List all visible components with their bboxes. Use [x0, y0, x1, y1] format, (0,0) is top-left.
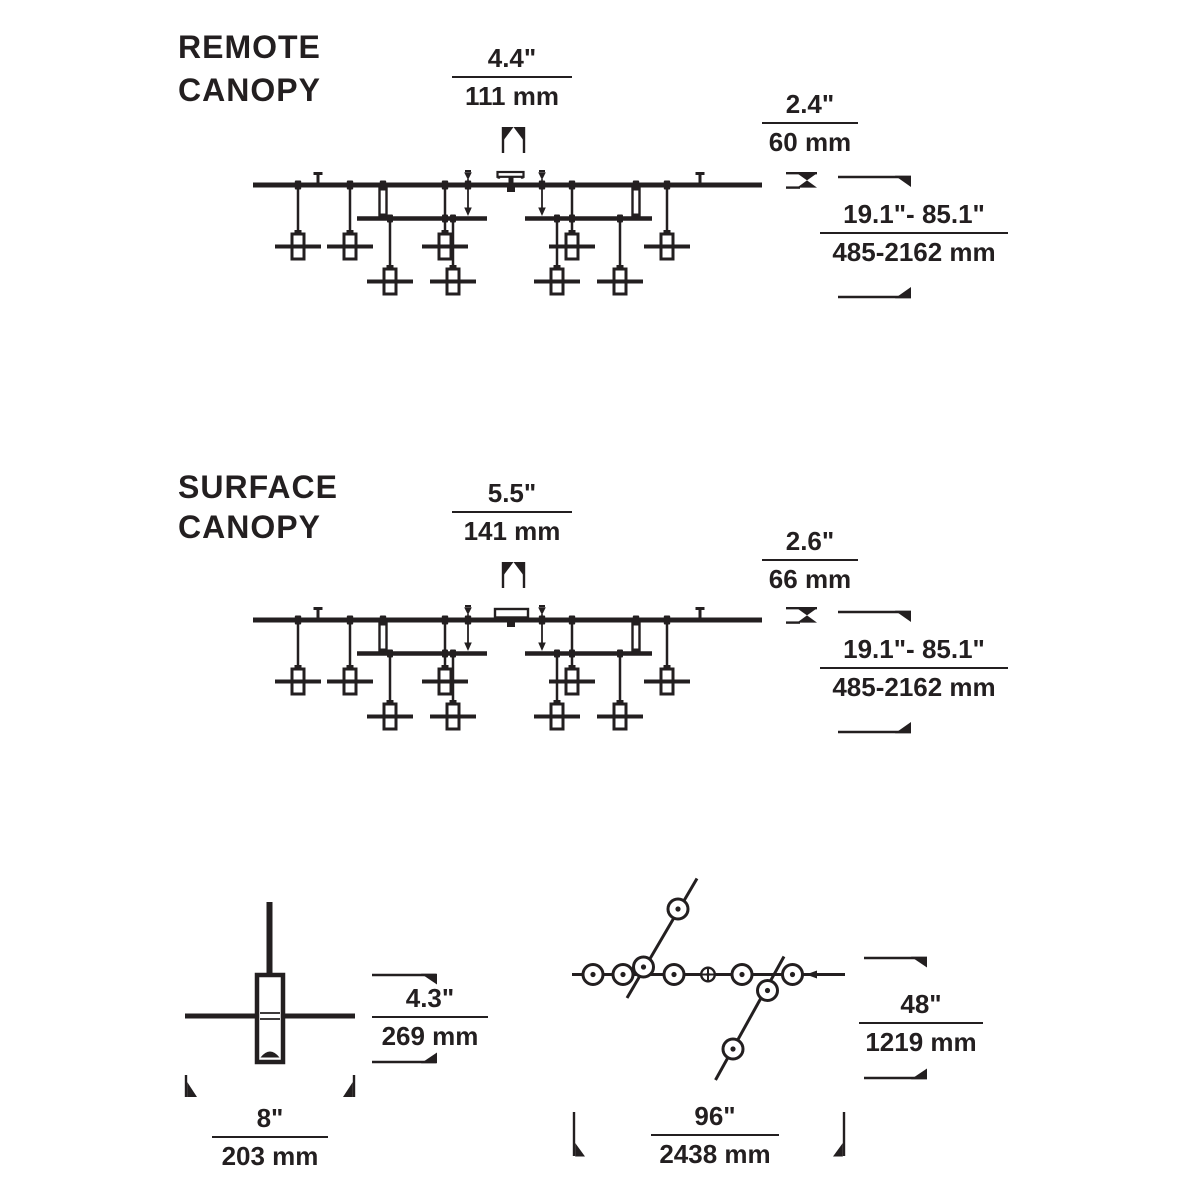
remote-canopy-width-dimension — [452, 44, 572, 110]
dimension-inches: 48" — [859, 990, 983, 1024]
surface-rail-height-dimension — [762, 527, 858, 593]
canopy-width-flag-markers — [503, 562, 524, 588]
remote-canopy-label-line1: REMOTE — [178, 29, 321, 65]
canopy-width-flag-markers — [503, 127, 524, 153]
remote-canopy-label-line2: CANOPY — [178, 72, 321, 108]
dimension-mm: 60 mm — [768, 127, 852, 157]
dimension-mm: 485-2162 mm — [832, 672, 996, 702]
dimension-inches: 96" — [651, 1102, 779, 1136]
dimension-inches: 2.6" — [762, 527, 858, 561]
surface-canopy-label-line1: SURFACE — [178, 469, 338, 505]
dimension-inches: 4.3" — [372, 984, 488, 1018]
remote-canopy-icon — [498, 172, 524, 192]
surface-canopy-width-dimension — [452, 479, 572, 545]
dimension-mm: 203 mm — [221, 1141, 319, 1171]
pendant-width-flag-markers — [186, 1075, 354, 1097]
plan-canopy-icon — [700, 967, 716, 983]
dimension-mm: 141 mm — [463, 516, 561, 546]
surface-suspension-range-dimension — [820, 635, 1008, 701]
dimension-mm: 2438 mm — [659, 1139, 771, 1169]
dimension-mm: 269 mm — [381, 1021, 479, 1051]
plan-depth-dimension — [859, 990, 983, 1056]
dimension-mm: 485-2162 mm — [832, 237, 996, 267]
rail-height-marker — [786, 173, 817, 187]
dimension-mm: 66 mm — [768, 564, 852, 594]
remote-suspension-range-dimension — [820, 200, 1008, 266]
dimension-mm: 1219 mm — [865, 1027, 977, 1057]
pendant-width-dimension — [212, 1104, 328, 1170]
pendant-height-dimension — [372, 984, 488, 1050]
dimension-inches: 19.1"- 85.1" — [820, 635, 1008, 669]
plan-width-dimension — [651, 1102, 779, 1168]
surface-canopy-label-line2: CANOPY — [178, 509, 321, 545]
dimension-inches: 4.4" — [452, 44, 572, 78]
dimension-inches: 5.5" — [452, 479, 572, 513]
dimension-inches: 8" — [212, 1104, 328, 1138]
dimension-mm: 111 mm — [465, 81, 559, 111]
rail-height-marker — [786, 608, 817, 622]
dimension-inches: 2.4" — [762, 90, 858, 124]
surface-canopy-icon — [495, 609, 528, 627]
remote-rail-height-dimension — [762, 90, 858, 156]
dimension-inches: 19.1"- 85.1" — [820, 200, 1008, 234]
